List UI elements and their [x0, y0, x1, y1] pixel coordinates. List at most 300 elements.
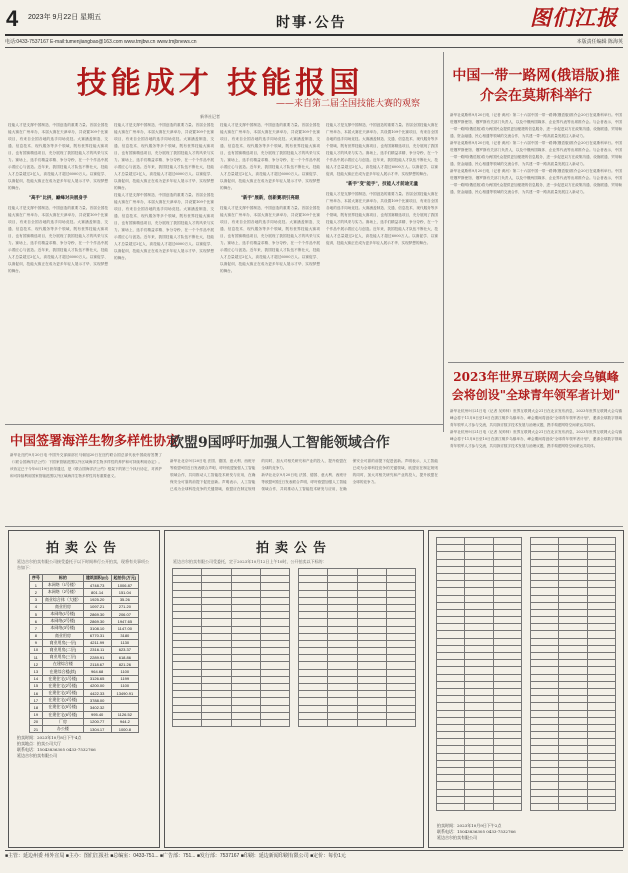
table-cell	[493, 653, 521, 660]
table-cell: 4748.73	[83, 582, 111, 589]
table-row	[173, 597, 290, 604]
table-cell: 在建综合楼(续)	[42, 668, 83, 675]
table-row	[173, 619, 290, 626]
table-cell	[493, 559, 521, 566]
table-cell	[202, 633, 231, 640]
table-cell	[173, 590, 202, 597]
table-cell	[328, 633, 357, 640]
table-cell: 在建住宅(1号楼)	[42, 675, 83, 682]
table-cell: 1130	[111, 639, 139, 646]
table-cell	[531, 703, 559, 710]
table-cell	[231, 655, 260, 662]
table-cell: 618.86	[111, 654, 139, 661]
table-cell	[587, 710, 615, 717]
table-cell	[493, 631, 521, 638]
table-cell	[299, 648, 328, 655]
table-cell	[493, 789, 521, 796]
table-cell	[587, 775, 615, 782]
table-cell	[231, 640, 260, 647]
table-cell	[299, 583, 328, 590]
table-cell: 8	[29, 632, 42, 639]
table-row	[437, 631, 522, 638]
table-cell	[357, 604, 386, 611]
table-cell: 本网络（2号楼）	[42, 589, 83, 596]
table-cell	[587, 588, 615, 595]
auction-right-tables	[429, 531, 623, 817]
table-cell	[493, 538, 521, 545]
auction-middle	[164, 530, 424, 848]
table-cell	[493, 760, 521, 767]
table-cell	[559, 566, 587, 573]
table-cell	[357, 648, 386, 655]
table-cell	[260, 619, 289, 626]
table-row	[531, 631, 616, 638]
table-cell	[587, 803, 615, 810]
table-row	[437, 724, 522, 731]
table-row	[299, 676, 416, 683]
editor-info: 本版责任编辑 陈海英	[576, 39, 623, 45]
table-cell	[531, 681, 559, 688]
table-cell	[173, 597, 202, 604]
table-cell: 本网络（1号楼）	[42, 582, 83, 589]
belt-road-text: 新华社莫斯科9月20日电（记者 黄河）第二十六届中国一带一路网(俄语版)推介会20日在莫斯科举行。中国驻俄罗斯使馆、俄罗斯有关部门负责人，以及中俄两国媒体、企业界代表等出席推介会。与会者表示，中国一带一路网(俄语版)将为两国民众提供更加便捷的信息服务，进一步促进双方在政策沟通、设施联通、贸易畅通、资金融通、民心相通等领域的交流合作，为共建一带一路高质量发展注入新动力。	[450, 113, 622, 138]
table-cell	[202, 619, 231, 626]
table-row	[437, 573, 522, 580]
table-cell	[260, 691, 289, 698]
table-cell: 3108.10	[83, 625, 111, 632]
table-cell	[173, 648, 202, 655]
table-row	[29, 704, 138, 711]
table-row	[437, 538, 522, 545]
eu-text: 新华社北京9月20日电 法国、德国、意大利、西班牙等欧盟9国近日发表联合声明，呼吁欧盟加强人工智能领域合作，共同推动人工智能技术研发与应用，在确保安全可靠的前提下促进创新。声明表示，人工智能已成为全球科技竞争的关键领域，欧盟应在制定规则的同时，加大对相关研究和产业的投入，提升欧盟在全球的竞争力。	[170, 459, 347, 491]
table-cell	[587, 782, 615, 789]
auction-right	[428, 530, 624, 848]
table-cell	[202, 698, 231, 705]
table-cell	[587, 602, 615, 609]
table-row	[437, 660, 522, 667]
table-cell	[559, 602, 587, 609]
table-cell	[465, 681, 493, 688]
table-row	[531, 667, 616, 674]
table-cell	[357, 669, 386, 676]
table-row	[437, 674, 522, 681]
wuzhen-body	[450, 408, 622, 518]
table-cell	[386, 684, 415, 691]
table-row	[437, 595, 522, 602]
table-cell	[202, 597, 231, 604]
table-cell	[328, 590, 357, 597]
table-cell	[587, 703, 615, 710]
table-row	[531, 552, 616, 559]
table-cell: 11	[29, 654, 42, 661]
table-row	[173, 676, 290, 683]
table-cell: 4211.99	[83, 639, 111, 646]
table-cell	[386, 712, 415, 719]
table-cell	[299, 604, 328, 611]
table-cell: 1100	[111, 682, 139, 689]
table-cell	[493, 724, 521, 731]
table-row	[437, 638, 522, 645]
table-row	[531, 559, 616, 566]
table-cell	[531, 545, 559, 552]
table-cell	[531, 789, 559, 796]
table-row	[29, 682, 138, 689]
table-cell	[437, 631, 465, 638]
table-cell	[531, 732, 559, 739]
table-cell	[299, 655, 328, 662]
table-cell: 2869.30	[83, 618, 111, 625]
table-cell	[328, 676, 357, 683]
table-row	[437, 566, 522, 573]
table-cell	[559, 674, 587, 681]
table-cell	[493, 588, 521, 595]
table-cell: 1947.65	[111, 618, 139, 625]
newspaper-logo: 图们江报	[530, 5, 618, 30]
table-cell	[173, 669, 202, 676]
table-cell	[493, 796, 521, 803]
wuzhen-heading: 2023年世界互联网大会乌镇峰会将创设"全球青年领军者计划"	[451, 370, 621, 402]
table-row	[437, 609, 522, 616]
table-cell	[531, 559, 559, 566]
table-cell	[437, 538, 465, 545]
table-cell	[437, 739, 465, 746]
table-cell	[493, 696, 521, 703]
table-cell	[465, 782, 493, 789]
table-cell: 2316.11	[83, 646, 111, 653]
table-cell	[202, 612, 231, 619]
table-cell	[299, 712, 328, 719]
main-article-subhead-1: "高手"比拼，巅峰对决展身手	[28, 196, 88, 201]
table-cell: 在建住宅(2号楼)	[42, 682, 83, 689]
table-row	[437, 602, 522, 609]
table-cell	[260, 662, 289, 669]
table-cell	[465, 566, 493, 573]
table-cell	[357, 626, 386, 633]
table-row	[299, 576, 416, 583]
table-cell	[465, 602, 493, 609]
main-article-col-4	[326, 122, 438, 418]
auction-left-title: 拍卖公告	[45, 541, 122, 556]
table-row	[299, 569, 416, 576]
table-cell	[587, 768, 615, 775]
table-cell: 商业用房(一层)	[42, 639, 83, 646]
table-cell	[437, 645, 465, 652]
table-cell	[559, 573, 587, 580]
table-row	[29, 582, 138, 589]
table-row	[299, 712, 416, 719]
table-cell	[260, 655, 289, 662]
table-cell	[531, 696, 559, 703]
table-row	[531, 573, 616, 580]
table-cell	[559, 595, 587, 602]
table-row	[437, 681, 522, 688]
main-article-body: 技能人才是支撑中国制造、中国创造的重要力量。首届全国技能大赛在广州举办，本届大赛在天津举办，共设置109个比赛项目，有来自全国各地的选手同场竞技。大赛涵盖制造、交通、信息技术、现代服务等多个领域，既有世界技能大赛项目，也有国赛精选项目，充分展现了我国技能人才的风采与实力。赛场上，选手们精益求精、争分夺秒，在一个个作品中展示着匠心与创造。近年来，我国技能人才队伍不断壮大，技能人才总量超过2亿人，高技能人才超过6000万人。以赛促学、以赛促训，技能大赛正在成为更多年轻人展示才华、实现梦想的舞台。	[220, 206, 320, 273]
auction-middle-title: 拍卖公告	[255, 541, 332, 556]
table-cell	[260, 633, 289, 640]
table-row	[531, 710, 616, 717]
table-cell	[231, 612, 260, 619]
table-cell	[328, 604, 357, 611]
main-article-body: 技能人才是支撑中国制造、中国创造的重要力量。首届全国技能大赛在广州举办，本届大赛在天津举办，共设置109个比赛项目，有来自全国各地的选手同场竞技。大赛涵盖制造、交通、信息技术、现代服务等多个领域，既有世界技能大赛项目，也有国赛精选项目，充分展现了我国技能人才的风采与实力。赛场上，选手们精益求精、争分夺秒，在一个个作品中展示着匠心与创造。近年来，我国技能人才队伍不断壮大，技能人才总量超过2亿人，高技能人才超过6000万人。以赛促学、以赛促训，技能大赛正在成为更多年轻人展示才华、实现梦想的舞台。	[114, 123, 214, 190]
table-cell	[386, 648, 415, 655]
table-cell	[328, 583, 357, 590]
table-cell	[328, 691, 357, 698]
table-cell	[531, 688, 559, 695]
table-row	[531, 796, 616, 803]
table-cell	[587, 617, 615, 624]
table-cell	[299, 691, 328, 698]
table-cell	[328, 669, 357, 676]
table-row	[299, 640, 416, 647]
table-cell: 3126.65	[83, 675, 111, 682]
auction-middle-table-a	[172, 568, 290, 727]
table-cell	[437, 602, 465, 609]
table-row	[29, 690, 138, 697]
table-cell	[386, 612, 415, 619]
table-cell	[587, 696, 615, 703]
table-cell	[202, 719, 231, 726]
table-cell	[493, 782, 521, 789]
table-cell	[465, 732, 493, 739]
table-cell	[386, 597, 415, 604]
table-cell: 14	[29, 675, 42, 682]
table-cell	[437, 775, 465, 782]
table-cell	[437, 803, 465, 810]
table-cell: 本网络(3号楼)	[42, 625, 83, 632]
table-cell: 206.07	[111, 610, 139, 617]
table-cell: 1304.17	[83, 725, 111, 732]
table-cell	[299, 662, 328, 669]
table-row	[173, 719, 290, 726]
table-row	[299, 619, 416, 626]
table-cell	[328, 626, 357, 633]
table-cell	[559, 624, 587, 631]
table-cell	[559, 739, 587, 746]
table-cell	[299, 597, 328, 604]
table-cell	[260, 597, 289, 604]
table-cell	[386, 640, 415, 647]
main-article-body: 技能人才是支撑中国制造、中国创造的重要力量。首届全国技能大赛在广州举办，本届大赛在天津举办，共设置109个比赛项目，有来自全国各地的选手同场竞技。大赛涵盖制造、交通、信息技术、现代服务等多个领域，既有世界技能大赛项目，也有国赛精选项目，充分展现了我国技能人才的风采与实力。赛场上，选手们精益求精、争分夺秒，在一个个作品中展示着匠心与创造。近年来，我国技能人才队伍不断壮大，技能人才总量超过2亿人，高技能人才超过6000万人。以赛促学、以赛促训，技能大赛正在成为更多年轻人展示才华、实现梦想的舞台。	[220, 123, 320, 190]
table-cell	[465, 688, 493, 695]
table-row	[531, 753, 616, 760]
table-cell	[465, 617, 493, 624]
table-cell	[437, 653, 465, 660]
table-cell	[231, 712, 260, 719]
table-cell	[231, 590, 260, 597]
table-cell	[465, 796, 493, 803]
table-cell	[531, 724, 559, 731]
table-row	[531, 538, 616, 545]
table-cell	[465, 538, 493, 545]
table-row	[173, 612, 290, 619]
table-cell	[493, 624, 521, 631]
auction-left-footer	[9, 733, 159, 761]
table-cell	[559, 775, 587, 782]
table-cell	[299, 612, 328, 619]
table-row	[531, 803, 616, 810]
table-cell	[559, 732, 587, 739]
table-cell: 2289.91	[83, 654, 111, 661]
table-row	[531, 617, 616, 624]
table-cell	[493, 746, 521, 753]
table-row	[437, 803, 522, 810]
table-cell	[437, 552, 465, 559]
table-cell	[493, 617, 521, 624]
table-cell	[202, 669, 231, 676]
table-cell: 35.26	[111, 596, 139, 603]
table-cell	[202, 590, 231, 597]
table-cell	[465, 717, 493, 724]
table-cell	[386, 633, 415, 640]
table-row	[299, 604, 416, 611]
table-cell: 944.2	[111, 718, 139, 725]
table-cell	[437, 710, 465, 717]
table-row	[299, 705, 416, 712]
table-row	[29, 596, 138, 603]
table-row	[173, 590, 290, 597]
table-row	[299, 691, 416, 698]
section-title: 时事·公告	[276, 14, 347, 30]
main-article-body: 技能人才是支撑中国制造、中国创造的重要力量。首届全国技能大赛在广州举办，本届大赛在天津举办，共设置109个比赛项目，有来自全国各地的选手同场竞技。大赛涵盖制造、交通、信息技术、现代服务等多个领域，既有世界技能大赛项目，也有国赛精选项目，充分展现了我国技能人才的风采与实力。赛场上，选手们精益求精、争分夺秒，在一个个作品中展示着匠心与创造。近年来，我国技能人才队伍不断壮大，技能人才总量超过2亿人，高技能人才超过6000万人。以赛促学、以赛促训，技能大赛正在成为更多年轻人展示才华、实现梦想的舞台。	[326, 123, 438, 176]
table-cell	[493, 739, 521, 746]
table-cell	[202, 655, 231, 662]
table-row	[531, 782, 616, 789]
table-cell	[493, 602, 521, 609]
table-row	[29, 618, 138, 625]
table-cell: 4	[29, 603, 42, 610]
table-cell	[231, 604, 260, 611]
table-cell	[465, 595, 493, 602]
table-cell	[587, 566, 615, 573]
table-cell: 1000.8	[111, 725, 139, 732]
table-cell	[202, 569, 231, 576]
table-cell	[587, 552, 615, 559]
table-cell	[559, 760, 587, 767]
table-cell	[587, 638, 615, 645]
table-cell	[260, 719, 289, 726]
table-cell: 17	[29, 697, 42, 704]
table-row	[173, 705, 290, 712]
table-cell	[493, 645, 521, 652]
header-rule-2	[5, 47, 623, 48]
table-cell	[299, 619, 328, 626]
right-divider	[448, 362, 624, 363]
table-cell	[465, 739, 493, 746]
table-cell	[231, 691, 260, 698]
table-cell	[493, 710, 521, 717]
table-row	[29, 718, 138, 725]
table-row	[437, 703, 522, 710]
table-cell	[465, 724, 493, 731]
table-cell	[386, 662, 415, 669]
table-cell	[173, 633, 202, 640]
table-cell	[531, 602, 559, 609]
table-cell	[493, 552, 521, 559]
table-cell	[531, 638, 559, 645]
table-cell	[559, 631, 587, 638]
belt-road-heading: 中国一带一路网(俄语版)推介会在莫斯科举行	[452, 68, 620, 104]
table-cell	[173, 662, 202, 669]
table-cell	[357, 712, 386, 719]
table-cell	[559, 703, 587, 710]
table-cell	[357, 719, 386, 726]
auction-middle-table-b	[298, 568, 416, 727]
table-row	[173, 576, 290, 583]
main-article-subhead-3: "新手"变"能手"，技能人才前途无量	[345, 182, 419, 187]
auction-middle-intro: 延边吉尔拍卖有限公司受委托，定于2023年10月12日上午10时，公开拍卖以下标的：	[173, 559, 327, 564]
auction-left	[8, 530, 160, 848]
table-row	[437, 739, 522, 746]
table-cell	[559, 660, 587, 667]
table-cell	[437, 588, 465, 595]
table-row	[299, 583, 416, 590]
table-cell: 20	[29, 718, 42, 725]
auction-right-table-b	[530, 537, 616, 811]
table-cell	[173, 640, 202, 647]
contact-line	[5, 38, 623, 45]
table-row	[531, 674, 616, 681]
table-cell	[202, 583, 231, 590]
table-cell	[357, 705, 386, 712]
table-cell: 1006.87	[111, 582, 139, 589]
table-cell	[357, 619, 386, 626]
table-cell	[493, 803, 521, 810]
table-cell	[465, 768, 493, 775]
table-cell	[531, 667, 559, 674]
table-row	[531, 609, 616, 616]
contact-info: 电话:0433-7537167 E-mail:tumenjiangbao@163.com www.tmjbw.cn www.tmjbnews.cn	[5, 39, 197, 45]
table-cell	[531, 588, 559, 595]
table-cell	[493, 775, 521, 782]
table-row	[299, 597, 416, 604]
table-cell	[531, 775, 559, 782]
table-cell	[299, 626, 328, 633]
table-cell	[260, 684, 289, 691]
table-cell	[465, 667, 493, 674]
table-cell	[587, 653, 615, 660]
table-cell	[202, 676, 231, 683]
auction-middle-tables	[165, 568, 423, 727]
table-cell	[202, 576, 231, 583]
table-row	[29, 725, 138, 732]
table-row	[299, 612, 416, 619]
table-row	[437, 617, 522, 624]
table-row	[531, 739, 616, 746]
main-article-title: 技能成才 技能报国	[76, 66, 364, 101]
table-cell	[260, 590, 289, 597]
table-cell	[173, 684, 202, 691]
table-cell	[260, 712, 289, 719]
table-cell	[437, 789, 465, 796]
table-cell	[357, 569, 386, 576]
main-article-col-3	[220, 122, 320, 418]
main-article-byline: 新华社记者	[200, 114, 220, 119]
table-cell	[231, 626, 260, 633]
table-row	[531, 660, 616, 667]
table-cell	[299, 676, 328, 683]
table-cell	[493, 638, 521, 645]
table-cell	[173, 712, 202, 719]
table-row	[437, 552, 522, 559]
table-row	[299, 633, 416, 640]
table-row	[531, 789, 616, 796]
table-cell: 商业用房(二层)	[42, 646, 83, 653]
table-cell	[231, 576, 260, 583]
table-cell	[357, 640, 386, 647]
table-cell	[299, 576, 328, 583]
table-cell: 1147.00	[111, 625, 139, 632]
marine-heading: 中国签署海洋生物多样性协定	[10, 434, 180, 449]
